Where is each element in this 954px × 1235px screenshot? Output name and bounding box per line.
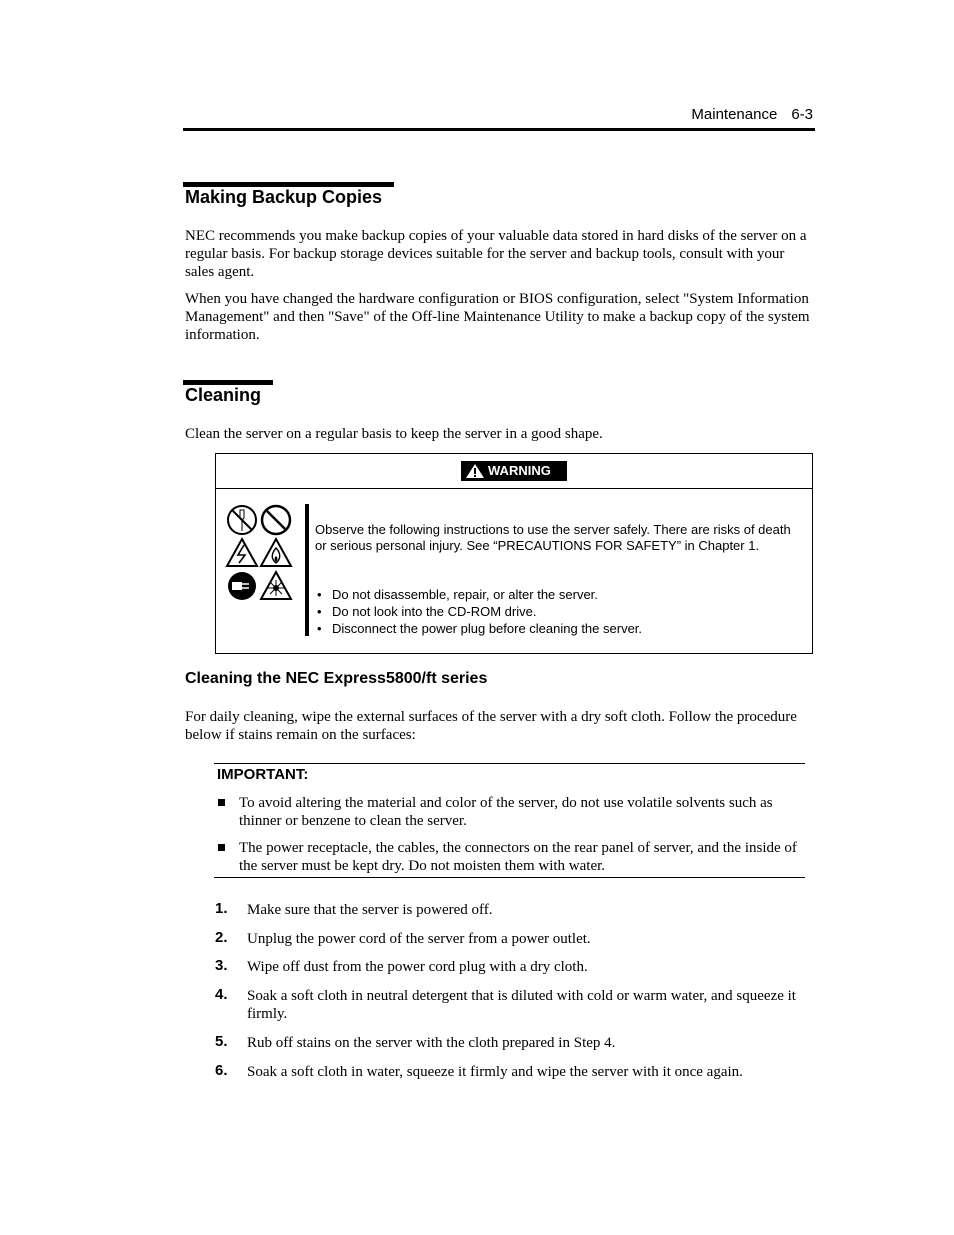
warning-triangle-icon	[465, 463, 485, 479]
section-title-backup: Making Backup Copies	[185, 187, 383, 207]
no-disassembly-icon	[228, 506, 256, 534]
step-number: 5.	[215, 1033, 228, 1050]
important-item: The power receptacle, the cables, the connectors on the rear panel of server, and the inside of the server must be kept dry. Do not moisten them with water.	[239, 840, 797, 874]
warning-box	[215, 453, 813, 654]
laser-icon	[261, 572, 291, 599]
step-text: Rub off stains on the server with the cloth prepared in Step 4.	[247, 1035, 616, 1051]
header-rule	[183, 128, 815, 131]
warning-list	[315, 586, 801, 637]
step-text: Soak a soft cloth in neutral detergent that is diluted with cold or warm water, and squeeze it firmly.	[247, 988, 796, 1022]
running-header	[600, 106, 813, 123]
important-top-rule	[214, 763, 805, 764]
fire-icon	[261, 539, 291, 566]
prohibited-icon	[262, 506, 290, 534]
important-title: IMPORTANT:	[217, 766, 309, 783]
step-number: 1.	[215, 900, 228, 917]
cleaning-intro: Clean the server on a regular basis to keep the server in a good shape.	[185, 426, 603, 442]
warning-item: • Disconnect the power plug before cleaning the server.	[315, 620, 801, 637]
unplug-icon	[228, 572, 256, 600]
warning-item: • Do not disassemble, repair, or alter the server.	[315, 586, 801, 603]
warning-item: • Do not look into the CD-ROM drive.	[315, 603, 801, 620]
square-bullet-icon	[218, 844, 225, 851]
step-text: Make sure that the server is powered off.	[247, 902, 493, 918]
step-text: Soak a soft cloth in water, squeeze it firmly and wipe the server with it once again.	[247, 1064, 743, 1080]
warning-text: Observe the following instructions to use the server safely. There are risks of death or serious personal injury. See “PRECAUTIONS FOR SAFETY” in Chapter 1.	[315, 522, 791, 553]
warning-divider	[305, 504, 309, 636]
important-bottom-rule	[214, 877, 805, 878]
header-section: Maintenance	[691, 106, 778, 123]
subsection-title: Cleaning the NEC Express5800/ft series	[185, 670, 488, 687]
square-bullet-icon	[218, 799, 225, 806]
electric-shock-icon	[227, 539, 257, 566]
section-title-cleaning: Cleaning	[185, 385, 262, 405]
page-number: 6-3	[791, 106, 813, 123]
series-intro: For daily cleaning, wipe the external surfaces of the server with a dry soft cloth. Follow the procedure below if stains remain on the surfaces:	[185, 709, 797, 743]
warning-header	[216, 454, 812, 489]
warning-label-text: WARNING	[488, 463, 551, 478]
important-item: To avoid altering the material and color of the server, do not use volatile solvents such as thinner or benzene to clean the server.	[239, 795, 773, 829]
step-number: 2.	[215, 929, 228, 946]
step-text: Unplug the power cord of the server from a power outlet.	[247, 931, 591, 947]
step-text: Wipe off dust from the power cord plug with a dry cloth.	[247, 959, 588, 975]
backup-paragraph-2: When you have changed the hardware configuration or BIOS configuration, select "System Information Management" and then "Save" of the Off-line Maintenance Utility to make a backup copy of the system information.	[185, 291, 810, 343]
step-number: 4.	[215, 986, 228, 1003]
step-number: 6.	[215, 1062, 228, 1079]
warning-icons	[224, 504, 296, 604]
backup-paragraph-1: NEC recommends you make backup copies of your valuable data stored in hard disks of the server on a regular basis. For backup storage devices suitable for the server and backup tools, consult with your sales agent.	[185, 228, 807, 280]
step-number: 3.	[215, 957, 228, 974]
warning-label	[461, 461, 567, 481]
